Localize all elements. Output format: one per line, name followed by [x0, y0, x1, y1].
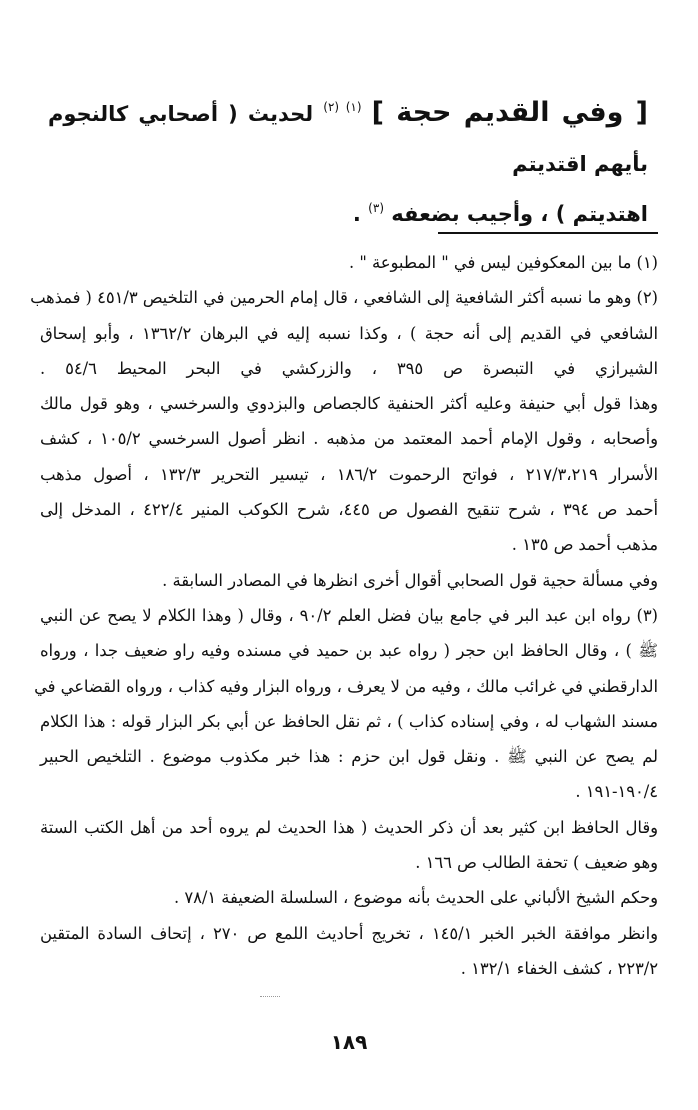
- footnote-line: وأصحابه ، وقول الإمام أحمد المعتمد من مذهبه . انظر أصول السرخسي ١٠٥/٢ ، كشف: [40, 429, 658, 449]
- footnote-line: (٢) وهو ما نسبه أكثر الشافعية إلى الشافعي ، قال إمام الحرمين في التلخيص ٤٥١/٣ ( فمذهب: [30, 288, 658, 308]
- footnote-line: مسند الشهاب له ، وفي إسناده كذاب ) ، ثم نقل الحافظ عن أبي بكر البزار قوله : هذا الكلام: [40, 711, 658, 731]
- footnote-line: وفي مسألة حجية قول الصحابي أقوال أخرى انظرها في المصادر السابقة .: [162, 570, 658, 590]
- footnote-line: الشافعي في القديم إلى أنه حجة ) ، وكذا نسبه إليه في البرهان ١٣٦٢/٢ ، وأبو إسحاق: [40, 323, 658, 343]
- footnotes: [30, 245, 659, 986]
- footnote-line: وانظر موافقة الخبر الخبر ١٤٥/١ ، تخريج أحاديث اللمع ص ٢٧٠ ، إتحاف السادة المتقين: [40, 923, 658, 943]
- footnote-ref-3: (٣): [368, 201, 384, 215]
- footnote-line: وقال الحافظ ابن كثير بعد أن ذكر الحديث ( هذا الحديث لم يروه أحد من أهل الكتب الستة: [40, 817, 658, 837]
- footnote-line: أحمد ص ٣٩٤ ، شرح تنقيح الفصول ص ٤٤٥، شرح الكوكب المنير ٤٢٢/٤ ، المدخل إلى: [40, 500, 658, 520]
- footnote-ref-1-2: (١) (٢): [323, 100, 362, 114]
- footnote-line: لم يصح عن النبي ﷺ . ونقل قول ابن حزم : هذا خبر مكذوب موضوع . التلخيص الحبير: [40, 747, 658, 767]
- footnote-separator-rule: [438, 232, 658, 234]
- footnote-line: وهذا قول أبي حنيفة وعليه أكثر الحنفية كالجصاص والبزدوي والسرخسي ، وهو قول مالك: [40, 394, 658, 414]
- main-line-1: لحديث ( أصحابي كالنجوم بأيهم اقتديتم: [48, 102, 648, 176]
- main-text: [48, 88, 648, 239]
- main-line-2-end: .: [352, 202, 369, 226]
- footnote-line: ﷺ ) ، وقال الحافظ ابن حجر ( رواه عبد بن حميد في مسنده وفيه راو ضعيف جدا ، ورواه: [40, 641, 658, 661]
- footnote-line: الأسرار ٢١٧/٣،٢١٩ ، فواتح الرحموت ١٨٦/٢ ، تيسير التحرير ١٣٢/٣ ، أصول مذهب: [40, 464, 658, 484]
- footnote-line: وهو ضعيف ) تحفة الطالب ص ١٦٦ .: [415, 853, 658, 873]
- dotted-mark: [260, 996, 280, 997]
- footnote-line: الدارقطني في غرائب مالك ، وفيه من لا يعرف ، ورواه البزار وفيه كذاب ، ورواه القضاعي في: [34, 676, 658, 696]
- footnote-line: مذهب أحمد ص ١٣٥ .: [511, 535, 658, 555]
- footnote-line: (١) ما بين المعكوفين ليس في " المطبوعة " .: [349, 253, 658, 272]
- main-line-2: اهتديتم ) ، وأجيب بضعفه: [384, 202, 648, 226]
- footnote-line: ٢٢٣/٢ ، كشف الخفاء ١٣٢/١ .: [460, 958, 658, 978]
- footnote-line: ١٩٠/٤-١٩١ .: [575, 782, 658, 802]
- page-number: ١٨٩: [330, 1030, 368, 1054]
- footnote-line: وحكم الشيخ الألباني على الحديث بأنه موضوع ، السلسلة الضعيفة ٧٨/١ .: [174, 888, 658, 908]
- footnote-line: (٣) رواه ابن عبد البر في جامع بيان فضل العلم ٩٠/٢ ، وقال ( وهذا الكلام لا يصح عن النبي: [40, 605, 659, 625]
- section-heading: [ وفي القديم حجة ]: [371, 97, 648, 128]
- footnote-line: الشيرازي في التبصرة ص ٣٩٥ ، والزركشي في البحر المحيط ٥٤/٦ .: [40, 358, 659, 378]
